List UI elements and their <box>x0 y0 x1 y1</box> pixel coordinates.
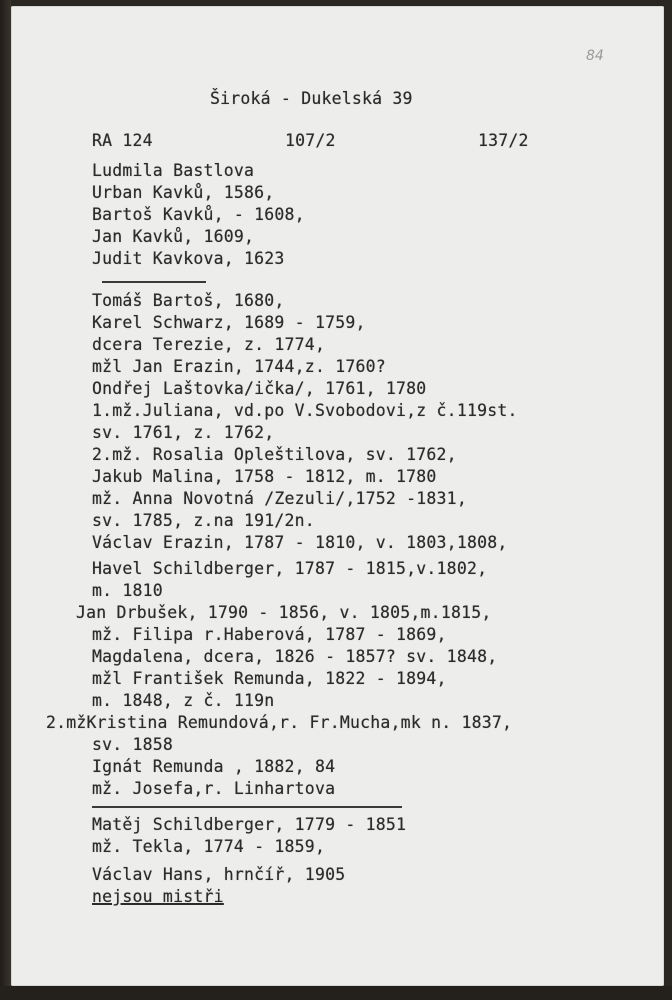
entry-line: Havel Schildberger, 1787 - 1815,v.1802, <box>92 559 488 578</box>
entry-line: m. 1810 <box>92 581 163 600</box>
entry-line: Urban Kavků, 1586, <box>92 183 275 202</box>
entry-line: Judit Kavkova, 1623 <box>92 249 285 268</box>
entry-line: mžl Jan Erazin, 1744,z. 1760? <box>92 357 386 376</box>
entry-line: 1.mž.Juliana, vd.po V.Svobodovi,z č.119st. <box>92 401 518 420</box>
entry-line: Tomáš Bartoš, 1680, <box>92 291 285 310</box>
entry-line: Ludmila Bastlova <box>92 161 255 180</box>
entry-line: Václav Erazin, 1787 - 1810, v. 1803,1808, <box>92 533 508 552</box>
entry-line: 2.mž. Rosalia Opleštilova, sv. 1762, <box>92 445 457 464</box>
entry-line: mž. Filipa r.Haberová, 1787 - 1869, <box>92 625 447 644</box>
entry-line: dcera Terezie, z. 1774, <box>92 335 326 354</box>
entry-line: mžl František Remunda, 1822 - 1894, <box>92 669 447 688</box>
entry-line: Matěj Schildberger, 1779 - 1851 <box>92 815 407 834</box>
section-divider <box>92 806 402 808</box>
entry-line: Jan Drbušek, 1790 - 1856, v. 1805,m.1815, <box>76 603 492 622</box>
card-bottom-edge <box>0 986 672 1000</box>
card-heading: Široká - Dukelská 39 <box>210 89 413 108</box>
entry-line: mž. Josefa,r. Linhartova <box>92 779 336 798</box>
entry-line: Bartoš Kavků, - 1608, <box>92 205 305 224</box>
entry-line: Ignát Remunda , 1882, 84 <box>92 757 336 776</box>
ref-ra: RA 124 <box>92 131 153 150</box>
entry-line: Jakub Malina, 1758 - 1812, m. 1780 <box>92 467 437 486</box>
entry-line: Jan Kavků, 1609, <box>92 227 255 246</box>
entry-line: mž. Anna Novotná /Zezuli/,1752 -1831, <box>92 489 467 508</box>
entry-line: Václav Hans, hrnčíř, 1905 <box>92 865 346 884</box>
entry-line: Karel Schwarz, 1689 - 1759, <box>92 313 366 332</box>
entry-note: nejsou mistři <box>92 887 224 906</box>
entry-line: 2.mžKristina Remundová,r. Fr.Mucha,mk n. 1837, <box>46 713 513 732</box>
entry-line: Ondřej Laštovka/ička/, 1761, 1780 <box>92 379 427 398</box>
ref-col3: 137/2 <box>478 131 529 150</box>
entry-line: sv. 1785, z.na 191/2n. <box>92 511 315 530</box>
entry-line: mž. Tekla, 1774 - 1859, <box>92 837 326 856</box>
ref-col2: 107/2 <box>285 131 336 150</box>
entry-line: sv. 1858 <box>92 735 174 754</box>
entry-line: sv. 1761, z. 1762, <box>92 423 275 442</box>
card-left-edge <box>0 0 11 1000</box>
section-divider <box>102 281 206 283</box>
entry-line: Magdalena, dcera, 1826 - 1857? sv. 1848, <box>92 647 498 666</box>
entry-line: m. 1848, z č. 119n <box>92 691 275 710</box>
pencil-page-number: 84 <box>586 48 604 64</box>
